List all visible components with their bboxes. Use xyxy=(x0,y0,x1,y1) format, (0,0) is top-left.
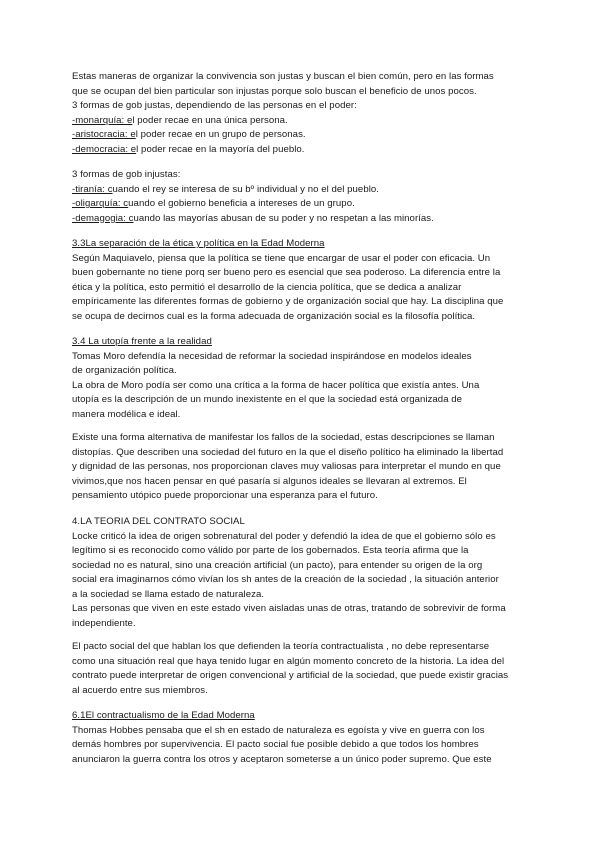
paragraph-line: de organización política. xyxy=(72,365,177,376)
unjust-form-tirania xyxy=(72,183,530,198)
paragraph-line: se ocupa de decirnos cual es la forma adecuada de organización social es la filosofía política. xyxy=(72,310,476,322)
paragraph-line: manera modélica e ideal. xyxy=(72,408,181,420)
section-6-1 xyxy=(72,709,530,767)
unjust-form-demagogia xyxy=(72,212,530,227)
paragraph-line: vivimos,que nos hacen pensar en qué pasaría si algunos ideales se llevaran al extremos. El xyxy=(72,475,467,487)
paragraph-line: buen gobernante no tiene porq ser bueno pero es esencial que sea poderoso. La diferencia entre la xyxy=(72,267,501,278)
paragraph-line: como una situación real que haya tenido lugar en algún momento concreto de la historia. La idea del xyxy=(72,655,505,667)
paragraph-line: contrato puede interpretar de origen convencional y artificial de la sociedad, que puede existir gracias xyxy=(72,670,509,681)
definition: uando el rey se interesa de su bº individual y no el del pueblo. xyxy=(112,183,379,195)
section-heading: 3.3La separación de la ética y política en la Edad Moderna xyxy=(72,238,325,249)
unjust-form-oligarquia xyxy=(72,197,530,212)
section-heading: 6.1El contractualismo de la Edad Moderna xyxy=(72,710,255,721)
just-form-monarquia xyxy=(72,114,530,129)
term: -tiranía: c xyxy=(72,183,113,195)
paragraph-line: anunciaron la guerra contra los otros y aceptaron someterse a un único poder supremo. Que este xyxy=(72,753,492,765)
section-3-3 xyxy=(72,237,530,324)
term: -aristocracia: e xyxy=(72,129,136,140)
paragraph-line: Tomas Moro defendía la necesidad de reformar la sociedad inspirándose en modelos ideales xyxy=(72,350,472,362)
paragraph-line: legítimo si es reconocido como válido por parte de los gobernados. Esta teoría afirma que la xyxy=(72,545,469,556)
paragraph-line: que se ocupan del bien particular son injustas porque solo buscan el beneficio de unos pocos. xyxy=(72,85,477,97)
section-heading: 3.4 La utopía frente a la realidad xyxy=(72,336,212,347)
paragraph-line: 3 formas de gob justas, dependiendo de las personas en el poder: xyxy=(72,100,357,111)
paragraph-line: Las personas que viven en este estado viven aisladas unas de otras, tratando de sobrevivir de forma xyxy=(72,603,506,614)
paragraph-line: Según Maquiavelo, piensa que la política se tiene que encargar de usar el poder con eficacia. Un xyxy=(72,252,491,264)
definition: l poder recae en la mayoría del pueblo. xyxy=(136,143,305,155)
paragraph-line: al acuerdo entre sus miembros. xyxy=(72,684,208,696)
term: -oligarquía: c xyxy=(72,198,129,209)
paragraph-line: social era imaginarnos cómo vivían los sh antes de la creación de la sociedad , la situación anterior xyxy=(72,574,499,585)
paragraph-line: independiente. xyxy=(72,617,136,629)
definition: uando el gobierno beneficia a intereses de un grupo. xyxy=(128,198,355,209)
definition: uando las mayorías abusan de su poder y no respetan a las minorías. xyxy=(133,212,434,224)
paragraph-line: Locke criticó la idea de origen sobrenatural del poder y defendió la idea de que el gobierno sólo es xyxy=(72,530,496,542)
definition: l poder recae en un grupo de personas. xyxy=(135,129,306,140)
definition: l poder recae en una única persona. xyxy=(132,114,288,126)
section-4-pacto xyxy=(72,640,530,698)
paragraph-line: utopía es la descripción de un mundo inexistente en el que la sociedad está organizada de xyxy=(72,394,463,405)
intro-section xyxy=(72,70,530,157)
section-heading: 4.LA TEORIA DEL CONTRATO SOCIAL xyxy=(72,516,245,527)
just-form-aristocracia xyxy=(72,128,530,143)
paragraph-line: Estas maneras de organizar la convivencia son justas y buscan el bien común, pero en las formas xyxy=(72,71,494,82)
paragraph-line: demás hombres por supervivencia. El pacto social fue posible debido a que todos los hombres xyxy=(72,739,479,750)
unjust-forms-section xyxy=(72,168,530,226)
paragraph-line: y dignidad de las personas, nos proporcionan claves muy valiosas para interpretar el mundo en que xyxy=(72,461,501,472)
term: -demagogia: c xyxy=(72,212,134,224)
paragraph-line: El pacto social del que hablan los que defienden la teoría contractualista , no debe representarse xyxy=(72,641,490,652)
paragraph-line: pensamiento utópico puede proporcionar una esperanza para el futuro. xyxy=(72,490,378,501)
section-3-4 xyxy=(72,335,530,422)
paragraph-line: empíricamente las diferentes formas de gobierno y de organización social que hay. La disciplina que xyxy=(72,296,504,307)
section-3-4-distopias xyxy=(72,431,530,504)
section-4 xyxy=(72,515,530,631)
paragraph-line: distopías. Que describen una sociedad del futuro en la que el diseño político ha eliminado la libertad xyxy=(72,446,504,458)
paragraph-line: ética y la política, esto permitió el desarrollo de la ciencia política, que se dedica a analizar xyxy=(72,281,462,293)
just-form-democracia xyxy=(72,143,530,158)
term: -democracia: e xyxy=(72,143,137,155)
paragraph-line: Thomas Hobbes pensaba que el sh en estado de naturaleza es egoísta y vive en guerra con los xyxy=(72,724,485,736)
paragraph-line: Existe una forma alternativa de manifestar los fallos de la sociedad, estas descripciones se llaman xyxy=(72,432,495,443)
paragraph-line: a la sociedad se llama estado de naturaleza. xyxy=(72,588,265,600)
paragraph-line: La obra de Moro podía ser como una crítica a la forma de hacer política que existía antes. Una xyxy=(72,379,480,391)
paragraph-line: sociedad no es natural, sino una creación artificial (un pacto), para entender su origen de la org xyxy=(72,559,483,571)
term: -monarquía: e xyxy=(72,114,133,126)
unjust-title: 3 formas de gob injustas: xyxy=(72,169,181,180)
